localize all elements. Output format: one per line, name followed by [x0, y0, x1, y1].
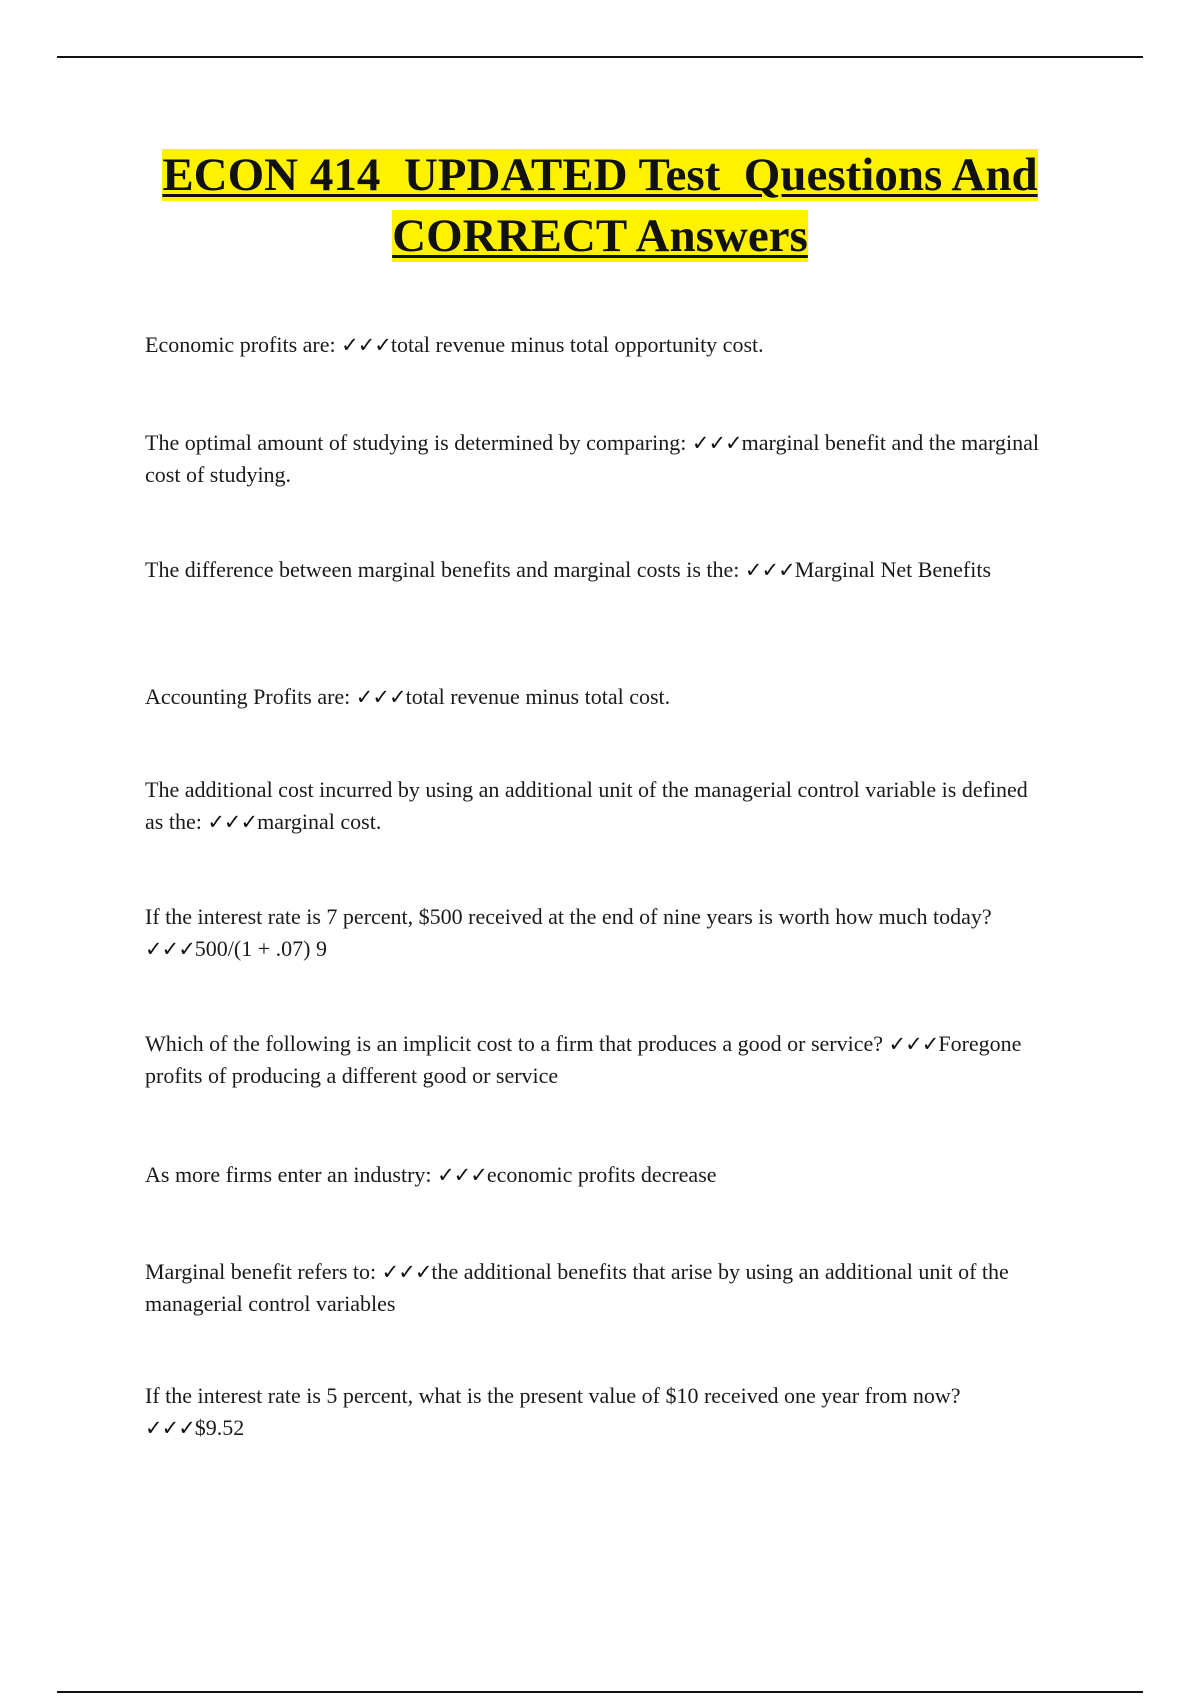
answer-text: total revenue minus total opportunity cost. [390, 332, 764, 357]
qa-item-10 [145, 1380, 1050, 1444]
header-rule [57, 56, 1143, 58]
answer-text: the additional benefits that arise by using an additional unit of the managerial control variables [145, 1259, 1009, 1316]
check-marks-icon: ✓✓✓ [437, 1163, 487, 1187]
question-text: If the interest rate is 5 percent, what is the present value of $10 received one year from now? [145, 1383, 961, 1408]
title-line-1: ECON 414 UPDATED Test Questions And [162, 149, 1038, 201]
answer-text: Marginal Net Benefits [794, 557, 992, 582]
check-marks-icon: ✓✓✓ [207, 810, 258, 834]
answer-text: marginal benefit and the marginal cost of studying. [145, 430, 1039, 487]
qa-item-9 [145, 1256, 1050, 1320]
question-text: Accounting Profits are: [145, 684, 356, 709]
answer-text: 500/(1 + .07) 9 [194, 936, 327, 961]
question-text: The difference between marginal benefits and marginal costs is the: [145, 557, 745, 582]
answer-text: economic profits decrease [486, 1162, 717, 1187]
qa-item-5 [145, 774, 1050, 838]
check-marks-icon: ✓✓✓ [145, 937, 195, 961]
question-text: As more firms enter an industry: [145, 1162, 438, 1187]
check-marks-icon: ✓✓✓ [145, 1416, 195, 1440]
question-text: The optimal amount of studying is determined by comparing: [145, 430, 692, 455]
question-text: Marginal benefit refers to: [145, 1259, 382, 1284]
answer-text: total revenue minus total cost. [405, 684, 671, 709]
answer-text: $9.52 [194, 1415, 245, 1440]
answer-text: Foregone profits of producing a different good or service [145, 1031, 1022, 1088]
qa-item-8 [145, 1159, 1050, 1191]
qa-item-3 [145, 554, 1050, 586]
qa-item-1 [145, 329, 1050, 361]
qa-item-6 [145, 901, 1050, 965]
check-marks-icon: ✓✓✓ [888, 1032, 939, 1056]
qa-item-2 [145, 427, 1050, 491]
question-text: Which of the following is an implicit cost to a firm that produces a good or service? [145, 1031, 889, 1056]
document-title [100, 145, 1100, 267]
check-marks-icon: ✓✓✓ [744, 558, 795, 582]
footer-rule [57, 1691, 1143, 1693]
check-marks-icon: ✓✓✓ [691, 431, 742, 455]
qa-item-4 [145, 681, 1050, 713]
question-text: Economic profits are: [145, 332, 342, 357]
question-text: The additional cost incurred by using an additional unit of the managerial control variable is defined as the: [145, 777, 1028, 834]
check-marks-icon: ✓✓✓ [381, 1260, 432, 1284]
qa-item-7 [145, 1028, 1050, 1092]
title-line-2: CORRECT Answers [392, 210, 808, 262]
check-marks-icon: ✓✓✓ [355, 685, 406, 709]
answer-text: marginal cost. [257, 809, 382, 834]
check-marks-icon: ✓✓✓ [341, 333, 391, 357]
question-text: If the interest rate is 7 percent, $500 received at the end of nine years is worth how much today? [145, 904, 992, 929]
